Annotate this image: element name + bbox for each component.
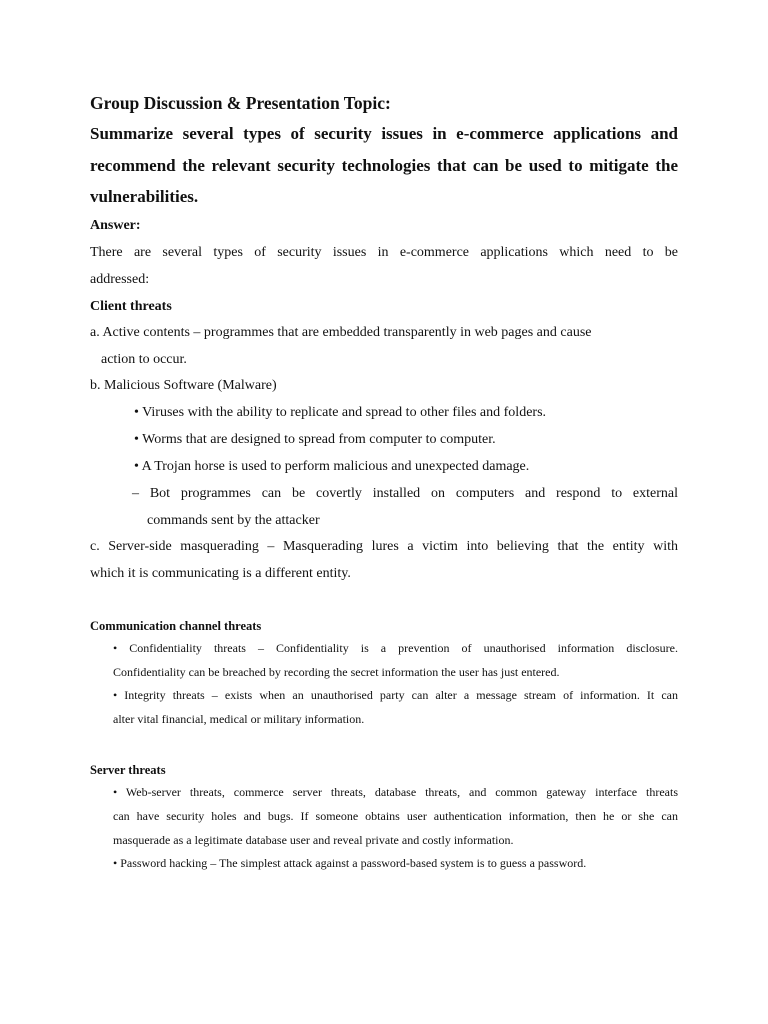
document-title: Group Discussion & Presentation Topic: xyxy=(90,93,391,113)
topic-line-2: recommend the relevant security technologies that can be used to mitigate the xyxy=(90,156,678,175)
topic-line-3: vulnerabilities. xyxy=(90,187,199,206)
active-contents-line-2: action to occur. xyxy=(101,352,187,367)
malware-bullet-viruses: • Viruses with the ability to replicate and spread to other files and folders. xyxy=(134,405,547,420)
client-threats-heading: Client threats xyxy=(90,299,172,314)
masquerading-line-1: c. Server-side masquerading – Masquerading lures a victim into believing that the entity with xyxy=(90,539,678,554)
active-contents-line-1: a. Active contents – programmes that are embedded transparently in web pages and cause xyxy=(90,325,592,340)
topic-line-1: Summarize several types of security issues in e-commerce applications and xyxy=(90,124,678,143)
intro-line-2: addressed: xyxy=(90,272,150,287)
communication-threats-heading: Communication channel threats xyxy=(90,619,262,633)
integrity-line-1: • Integrity threats – exists when an unauthorised party can alter a message stream of information. It can xyxy=(113,688,678,702)
masquerading-line-2: which it is communicating is a different entity. xyxy=(90,566,351,581)
malware-bullet-trojan: • A Trojan horse is used to perform malicious and unexpected damage. xyxy=(134,459,530,474)
server-threats-heading: Server threats xyxy=(90,763,166,777)
bot-line-2: commands sent by the attacker xyxy=(147,513,320,528)
web-server-line-3: masquerade as a legitimate database user and reveal private and costly information. xyxy=(113,833,514,847)
malware-heading: b. Malicious Software (Malware) xyxy=(90,378,277,393)
bot-line-1: – Bot programmes can be covertly installed on computers and respond to external xyxy=(132,486,678,501)
web-server-line-2: can have security holes and bugs. If someone obtains user authentication information, then he or she can xyxy=(113,809,678,823)
confidentiality-line-2: Confidentiality can be breached by recording the secret information the user has just entered. xyxy=(113,665,560,679)
intro-line-1: There are several types of security issues in e-commerce applications which need to be xyxy=(90,245,678,260)
web-server-line-1: • Web-server threats, commerce server threats, database threats, and common gateway interface threats xyxy=(113,785,678,799)
confidentiality-line-1: • Confidentiality threats – Confidentiality is a prevention of unauthorised information disclosure. xyxy=(113,641,678,655)
password-hacking-line: • Password hacking – The simplest attack against a password-based system is to guess a password. xyxy=(113,856,587,870)
answer-label: Answer: xyxy=(90,218,141,233)
integrity-line-2: alter vital financial, medical or military information. xyxy=(113,712,365,726)
malware-bullet-worms: • Worms that are designed to spread from computer to computer. xyxy=(134,432,496,447)
